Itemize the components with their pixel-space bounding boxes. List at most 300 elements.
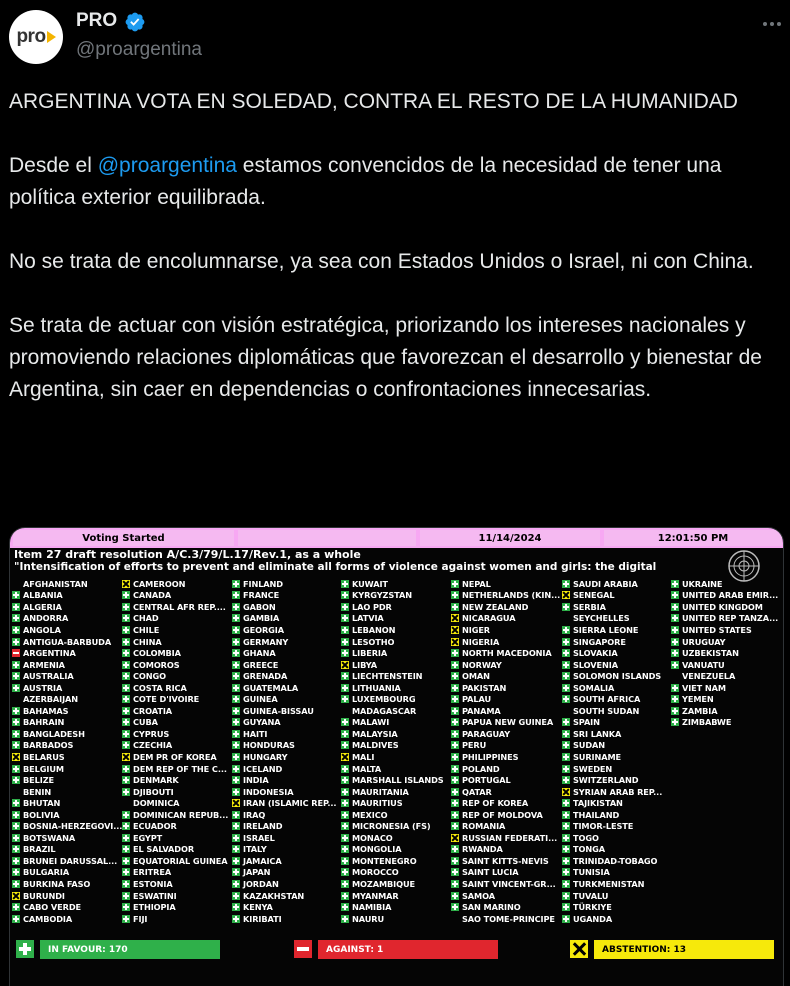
avatar-logo-text: pro [16,26,46,47]
country-vote-row [12,590,122,602]
vote-yes-icon [232,591,240,599]
vote-yes-icon [232,915,240,923]
tweet-paragraph [9,150,781,214]
country-vote-row [122,844,232,856]
country-name: SLOVAKIA [573,648,618,659]
vote-yes-icon [12,834,20,842]
agenda-item: Item 27 draft resolution A/C.3/79/L.17/Rev.1, as a whole [14,548,361,561]
country-vote-row [341,728,451,740]
user-handle[interactable]: @proargentina [76,39,202,60]
vote-abstain-icon [122,580,130,588]
country-vote-row [232,844,342,856]
vote-yes-icon [122,741,130,749]
vote-yes-icon [562,672,570,680]
country-name: ECUADOR [133,821,177,832]
vote-yes-icon [451,661,459,669]
country-name: MAURITANIA [352,786,409,797]
country-vote-row [451,820,561,832]
country-name: FIJI [133,913,148,924]
country-vote-row [562,647,672,659]
country-vote-row [562,786,672,798]
voting-time: 12:01:50 PM [604,530,782,546]
vote-yes-icon [232,603,240,611]
country-vote-row [232,578,342,590]
country-vote-row [341,659,451,671]
country-name: NIGER [462,624,491,635]
vote-yes-icon [451,684,459,692]
vote-column [562,578,672,924]
country-name: SINGAPORE [573,636,626,647]
country-vote-row [122,855,232,867]
country-vote-row [232,890,342,902]
country-vote-row [122,890,232,902]
vote-yes-icon [451,672,459,680]
country-vote-row [562,636,672,648]
country-vote-row [122,636,232,648]
vote-yes-icon [12,661,20,669]
country-vote-row [232,820,342,832]
country-name: UNITED REP TANZA... [682,613,779,624]
vote-column [671,578,781,728]
country-name: ISRAEL [243,832,275,843]
tweet-paragraph: Se trata de actuar con visión estratégica, priorizando los intereses nacionales y promoviendo relaciones diplomáticas que favorezcan el desarrollo y bienestar de Argentina, sin caer en dependencias o confrontaciones innecesarias. [9,314,762,401]
country-vote-row [451,693,561,705]
vote-yes-icon [12,741,20,749]
country-name: AUSTRIA [23,682,63,693]
country-vote-row [562,670,672,682]
country-vote-row [562,901,672,913]
vote-yes-icon [232,741,240,749]
country-name: COLOMBIA [133,648,181,659]
country-vote-row [451,890,561,902]
vote-yes-icon [12,591,20,599]
vote-yes-icon [562,765,570,773]
vote-yes-icon [671,580,679,588]
country-vote-row [341,636,451,648]
country-name: ESTONIA [133,878,173,889]
vote-yes-icon [451,718,459,726]
country-vote-row [562,763,672,775]
country-vote-row [451,613,561,625]
country-vote-row [562,728,672,740]
country-vote-row [451,867,561,879]
country-name: CAMBODIA [23,913,73,924]
country-name: SURINAME [573,751,622,762]
country-vote-row [562,624,672,636]
country-name: SYRIAN ARAB REP... [573,786,663,797]
country-name: COMOROS [133,659,180,670]
country-name: DEM PR OF KOREA [133,751,217,762]
vote-yes-icon [562,661,570,669]
country-name: RUSSIAN FEDERATI... [462,832,558,843]
country-vote-row [12,797,122,809]
vote-column [122,578,232,924]
country-name: REP OF KOREA [462,798,529,809]
vote-yes-icon [671,614,679,622]
country-name: KUWAIT [352,578,388,589]
vote-abstain-icon [451,638,459,646]
country-vote-row [341,705,451,717]
vote-yes-icon [232,638,240,646]
vote-yes-icon [671,649,679,657]
vote-yes-icon [232,684,240,692]
country-vote-row [451,809,561,821]
country-vote-row [341,682,451,694]
country-vote-row [341,832,451,844]
vote-yes-icon [12,707,20,715]
vote-abstain-icon [451,626,459,634]
vote-yes-icon [341,718,349,726]
country-vote-row [341,786,451,798]
country-vote-row [451,705,561,717]
vote-yes-icon [341,903,349,911]
vote-yes-icon [341,868,349,876]
country-name: NAURU [352,913,385,924]
vote-yes-icon [671,718,679,726]
vote-yes-icon [232,730,240,738]
country-name: ALBANIA [23,590,63,601]
country-name: PERU [462,740,487,751]
country-vote-row [451,878,561,890]
country-vote-row [341,647,451,659]
country-vote-row [232,636,342,648]
country-vote-row [341,844,451,856]
vote-yes-icon [122,834,130,842]
country-vote-row [122,590,232,602]
country-vote-row [232,878,342,890]
country-name: LESOTHO [352,636,395,647]
country-name: PHILIPPINES [462,751,519,762]
vote-yes-icon [341,892,349,900]
country-name: BHUTAN [23,798,61,809]
country-name: SOMALIA [573,682,615,693]
country-vote-row [341,751,451,763]
vote-yes-icon [562,626,570,634]
country-vote-row [562,705,672,717]
country-vote-row [341,613,451,625]
country-vote-row [562,832,672,844]
country-name: SAN MARINO [462,902,521,913]
tweet-body [9,86,781,438]
vote-yes-icon [122,638,130,646]
vote-yes-icon [232,649,240,657]
country-name: COSTA RICA [133,682,187,693]
country-name: PAPUA NEW GUINEA [462,717,554,728]
display-name[interactable]: PRO [76,10,118,31]
country-vote-row [122,647,232,659]
vote-yes-icon [451,845,459,853]
country-vote-row [122,659,232,671]
country-name: NIGERIA [462,636,500,647]
country-vote-row [232,693,342,705]
vote-yes-icon [232,788,240,796]
country-vote-row [451,717,561,729]
country-name: BOTSWANA [23,832,76,843]
country-vote-row [451,844,561,856]
country-vote-row [341,740,451,752]
country-name: NEPAL [462,578,491,589]
vote-yes-icon [122,614,130,622]
attached-image[interactable] [9,527,784,986]
country-vote-row [341,590,451,602]
country-vote-row [12,878,122,890]
vote-yes-icon [451,857,459,865]
vote-yes-icon [562,730,570,738]
country-name: ANDORRA [23,613,69,624]
country-name: ANTIGUA-BARBUDA [23,636,112,647]
country-name: MALDIVES [352,740,399,751]
country-name: GHANA [243,648,276,659]
country-name: OMAN [462,671,490,682]
country-name: SWITZERLAND [573,775,639,786]
country-name: HAITI [243,728,268,739]
country-vote-row [562,913,672,925]
country-vote-row [12,890,122,902]
in-favour-total: IN FAVOUR: 170 [40,940,220,959]
country-name: SRI LANKA [573,728,622,739]
vote-yes-icon [341,811,349,819]
vote-yes-icon [562,753,570,761]
country-name: TIMOR-LESTE [573,821,634,832]
country-name: MALTA [352,763,382,774]
vote-yes-icon [232,834,240,842]
country-vote-row [122,797,232,809]
country-name: CHAD [133,613,159,624]
vote-yes-icon [562,868,570,876]
country-vote-row [122,601,232,613]
vote-yes-icon [232,845,240,853]
country-vote-row [122,693,232,705]
vote-yes-icon [451,649,459,657]
country-name: GUINEA [243,694,278,705]
country-name: NEW ZEALAND [462,601,529,612]
text-segment: Desde el [9,154,98,177]
voting-spacer [238,530,416,546]
vote-yes-icon [451,811,459,819]
country-vote-row [671,636,781,648]
country-name: SAMOA [462,890,495,901]
vote-yes-icon [451,822,459,830]
country-vote-row [671,717,781,729]
country-name: POLAND [462,763,500,774]
country-name: DENMARK [133,775,179,786]
no-vote-marker [451,915,459,923]
no-vote-marker [341,707,349,715]
country-vote-row [122,820,232,832]
vote-abstain-icon [12,892,20,900]
country-vote-row [341,601,451,613]
against-total: AGAINST: 1 [318,940,498,959]
country-vote-row [12,578,122,590]
vote-abstain-icon [341,753,349,761]
country-vote-row [451,763,561,775]
vote-yes-icon [232,822,240,830]
country-vote-row [671,659,781,671]
country-name: KYRGYZSTAN [352,590,413,601]
country-vote-row [341,797,451,809]
country-name: UKRAINE [682,578,723,589]
country-vote-row [451,590,561,602]
country-vote-row [562,613,672,625]
country-vote-row [12,647,122,659]
verified-badge-icon [124,11,146,33]
country-name: UZBEKISTAN [682,648,739,659]
country-name: TUNISIA [573,867,610,878]
country-vote-row [12,901,122,913]
country-name: SIERRA LEONE [573,624,639,635]
vote-yes-icon [232,880,240,888]
vote-yes-icon [12,811,20,819]
country-name: CYPRUS [133,728,170,739]
vote-yes-icon [451,591,459,599]
country-name: SPAIN [573,717,600,728]
vote-yes-icon [232,903,240,911]
vote-yes-icon [232,672,240,680]
vote-yes-icon [451,730,459,738]
country-vote-row [562,867,672,879]
vote-yes-icon [451,753,459,761]
vote-yes-icon [562,822,570,830]
no-vote-marker [562,707,570,715]
vote-yes-icon [451,880,459,888]
country-vote-row [12,693,122,705]
country-vote-row [451,647,561,659]
country-vote-row [562,693,672,705]
country-name: MEXICO [352,809,388,820]
country-name: HONDURAS [243,740,295,751]
country-name: URUGUAY [682,636,726,647]
country-name: AUSTRALIA [23,671,74,682]
vote-yes-icon [12,718,20,726]
vote-yes-icon [232,753,240,761]
country-vote-row [232,901,342,913]
country-vote-row [451,786,561,798]
country-vote-row [12,705,122,717]
country-name: KIRIBATI [243,913,282,924]
country-vote-row [451,774,561,786]
country-vote-row [232,590,342,602]
vote-yes-icon [122,845,130,853]
country-name: AZERBAIJAN [23,694,79,705]
vote-yes-icon [671,603,679,611]
country-vote-row [122,670,232,682]
country-name: MARSHALL ISLANDS [352,775,444,786]
country-vote-row [232,797,342,809]
country-name: BURUNDI [23,890,65,901]
vote-yes-icon [232,776,240,784]
country-vote-row [232,670,342,682]
vote-yes-icon [341,776,349,784]
country-vote-row [451,659,561,671]
country-name: SUDAN [573,740,606,751]
country-name: KENYA [243,902,273,913]
vote-yes-icon [341,614,349,622]
vote-yes-icon [451,765,459,773]
country-name: LAO PDR [352,601,392,612]
country-name: PANAMA [462,705,501,716]
more-options-icon[interactable] [760,12,784,36]
country-vote-row [451,670,561,682]
country-vote-row [671,705,781,717]
country-vote-row [341,913,451,925]
country-vote-row [451,682,561,694]
country-vote-row [341,693,451,705]
country-vote-row [122,728,232,740]
vote-abstain-icon [12,753,20,761]
vote-abstain-icon [232,799,240,807]
vote-yes-icon [122,707,130,715]
vote-yes-icon [122,788,130,796]
vote-yes-icon [341,845,349,853]
country-vote-row [451,855,561,867]
country-vote-row [12,809,122,821]
country-name: PALAU [462,694,492,705]
vote-yes-icon [12,730,20,738]
vote-yes-icon [122,776,130,784]
vote-yes-icon [341,603,349,611]
mention-link[interactable]: @proargentina [97,154,237,177]
no-vote-marker [562,614,570,622]
country-vote-row [562,740,672,752]
vote-yes-icon [671,638,679,646]
country-vote-row [671,624,781,636]
country-name: GERMANY [243,636,289,647]
vote-yes-icon [12,845,20,853]
country-name: BELIZE [23,775,55,786]
country-vote-row [232,832,342,844]
country-vote-row [122,809,232,821]
country-name: VANUATU [682,659,725,670]
country-name: MADAGASCAR [352,705,417,716]
avatar[interactable] [9,10,63,64]
country-vote-row [12,717,122,729]
country-name: SEYCHELLES [573,613,630,624]
vote-yes-icon [671,684,679,692]
country-vote-row [341,878,451,890]
country-name: SAINT LUCIA [462,867,519,878]
country-vote-row [232,728,342,740]
country-name: ANGOLA [23,624,61,635]
vote-yes-icon [12,903,20,911]
vote-yes-icon [232,626,240,634]
voting-status: Voting Started [13,530,234,546]
vote-yes-icon [232,661,240,669]
country-vote-row [562,578,672,590]
country-name: GREECE [243,659,279,670]
vote-yes-icon [122,880,130,888]
country-vote-row [122,578,232,590]
vote-yes-icon [562,638,570,646]
country-name: SAO TOME-PRINCIPE [462,913,555,924]
country-name: KAZAKHSTAN [243,890,305,901]
country-name: MYANMAR [352,890,399,901]
country-name: PAKISTAN [462,682,507,693]
vote-yes-icon [122,915,130,923]
vote-abstain-icon [562,591,570,599]
country-name: SOLOMON ISLANDS [573,671,662,682]
country-vote-row [341,670,451,682]
country-vote-row [562,659,672,671]
country-name: MALAYSIA [352,728,398,739]
vote-yes-icon [451,903,459,911]
country-name: BAHRAIN [23,717,65,728]
country-name: TÜRKIYE [573,902,612,913]
vote-yes-icon [12,880,20,888]
vote-yes-icon [562,695,570,703]
vote-yes-icon [671,626,679,634]
country-name: FINLAND [243,578,283,589]
country-vote-row [12,740,122,752]
